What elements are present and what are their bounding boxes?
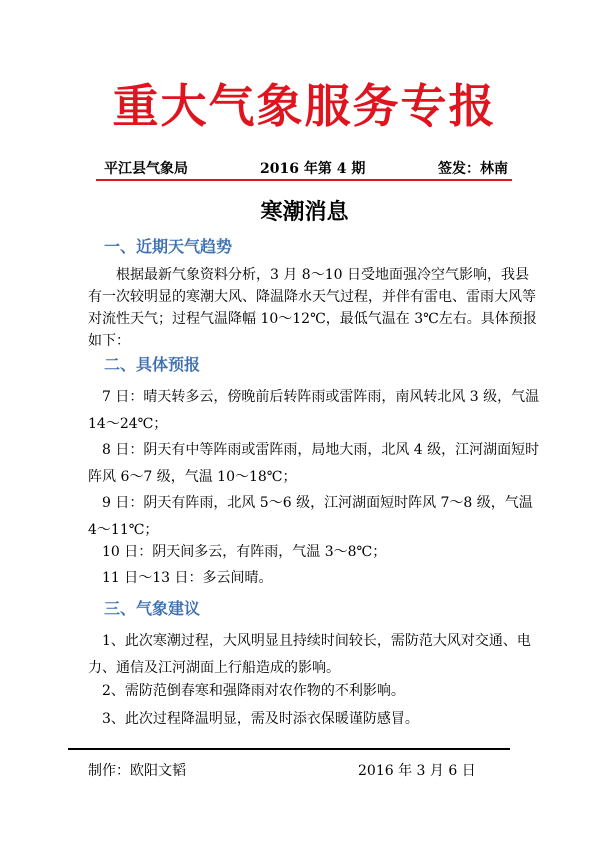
footer-divider xyxy=(68,748,510,750)
advice-item-2: 2、需防范倒春寒和强降雨对农作物的不利影响。 xyxy=(102,683,405,699)
trend-paragraph: 根据最新气象资料分析，3 月 8～10 日受地面强冷空气影响，我县有一次较明显的寒潮大风、降温降水天气过程，并伴有雷电、雷雨大风等对流性天气；过程气温降幅 10～12℃，最低气温在 3℃左右。具体预报如下： xyxy=(88,267,537,349)
issuer-label: 平江县气象局 xyxy=(104,161,188,177)
signer-label: 签发：林南 xyxy=(438,161,508,177)
section-heading-forecast: 二、具体预报 xyxy=(104,355,201,374)
section-heading-trend: 一、近期天气趋势 xyxy=(104,237,233,256)
issue-number: 2016 年第 4 期 xyxy=(260,161,366,177)
advice-item-3: 3、此次过程降温明显，需及时添衣保暖谨防感冒。 xyxy=(102,711,419,727)
forecast-item-10: 10 日：阴天间多云，有阵雨，气温 3～8℃； xyxy=(102,544,387,560)
author-label: 制作：欧阳文韬 xyxy=(88,763,186,779)
header-divider xyxy=(96,179,512,181)
report-subtitle: 寒潮消息 xyxy=(260,200,349,225)
forecast-item-7: 7 日：晴天转多云，傍晚前后转阵雨或雷阵雨，南风转北风 3 级，气温 14～24℃； xyxy=(88,389,540,432)
forecast-item-11-13: 11 日～13 日：多云间晴。 xyxy=(102,570,273,586)
report-title: 重大气象服务专报 xyxy=(112,79,497,133)
forecast-item-8: 8 日：阴天有中等阵雨或雷阵雨，局地大雨，北风 4 级，江河湖面短时阵风 6～7 级，气温 10～18℃； xyxy=(88,442,540,485)
forecast-item-9: 9 日：阴天有阵雨，北风 5～6 级，江河湖面短时阵风 7～8 级，气温 4～11℃； xyxy=(88,495,533,538)
section-heading-advice: 三、气象建议 xyxy=(104,599,201,618)
report-date: 2016 年 3 月 6 日 xyxy=(358,763,476,779)
advice-item-1: 1、此次寒潮过程，大风明显且持续时间较长，需防范大风对交通、电力、通信及江河湖面上行船造成的影响。 xyxy=(88,633,531,676)
report-meta-row xyxy=(100,159,510,179)
